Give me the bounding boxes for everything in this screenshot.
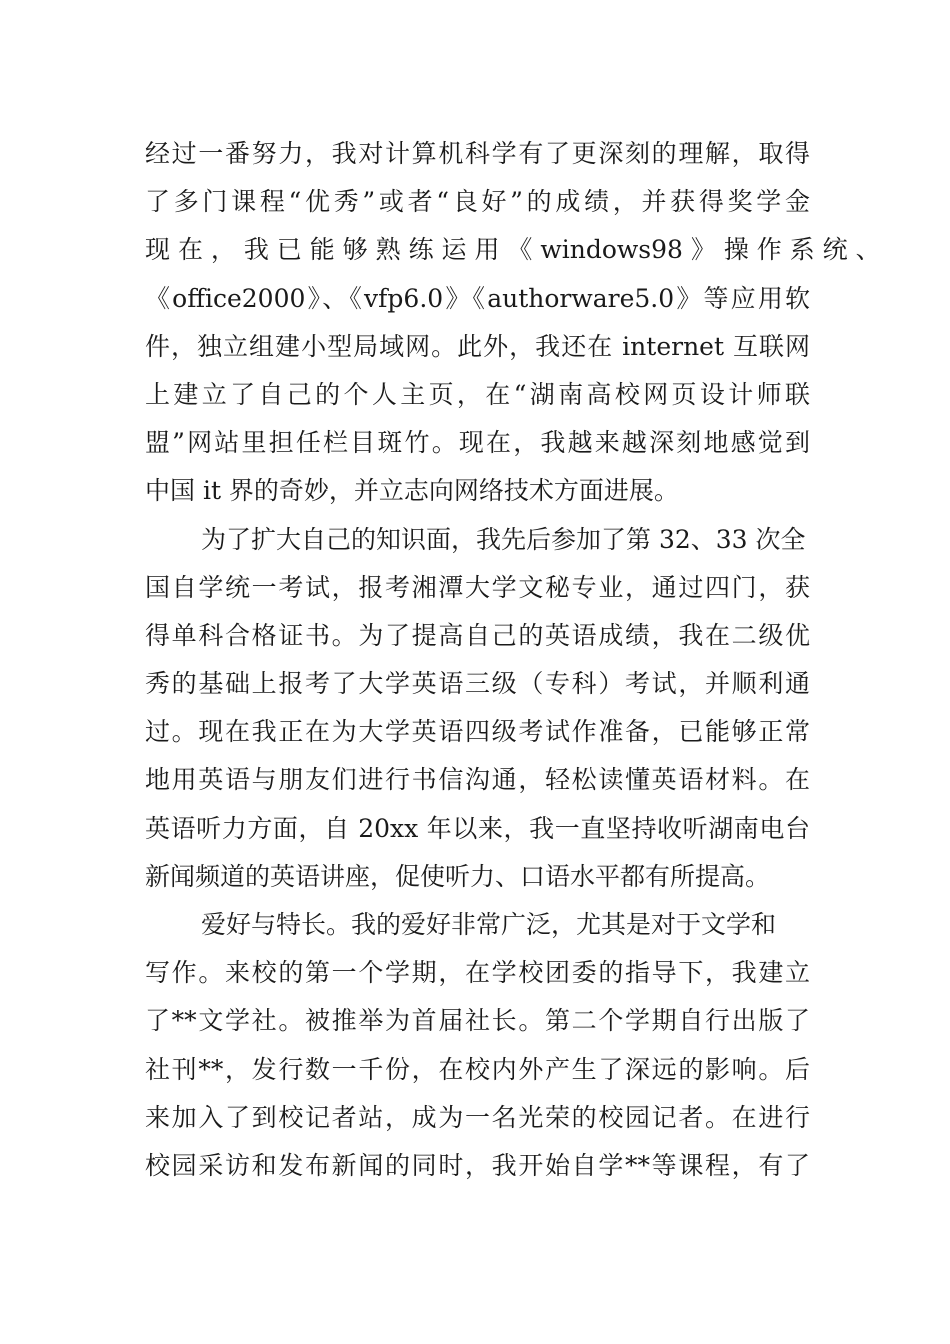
text-line: 写作。来校的第一个学期，在学校团委的指导下，我建立: [145, 958, 810, 988]
text-line: 经过一番努力，我对计算机科学有了更深刻的理解，取得: [145, 139, 810, 168]
text-line: 新闻频道的英语讲座，促使听力、口语水平都有所提高。: [145, 861, 771, 891]
text-line: 了多门课程“优秀”或者“良好”的成绩，并获得奖学金: [145, 187, 810, 217]
text-line: 地用英语与朋友们进行书信沟通，轻松读懂英语材料。在: [145, 765, 810, 795]
paragraph-1: [145, 130, 881, 516]
text-line: 过。现在我正在为大学英语四级考试作准备，已能够正常: [145, 717, 810, 747]
document-body: [145, 130, 881, 1190]
text-line: 盟”网站里担任栏目斑竹。现在，我越来越深刻地感觉到: [145, 428, 810, 458]
paragraph-2: [145, 516, 810, 902]
text-line: 爱好与特长。我的爱好非常广泛，尤其是对于文学和: [201, 910, 777, 939]
text-line: 社刊**，发行数一千份，在校内外产生了深远的影响。后: [145, 1054, 810, 1084]
text-line: 国自学统一考试，报考湘潭大学文秘专业，通过四门，获: [145, 572, 810, 602]
text-line: 上建立了自己的个人主页，在“湖南高校网页设计师联: [145, 379, 810, 409]
text-line: 来加入了到校记者站，成为一名光荣的校园记者。在进行: [145, 1102, 810, 1132]
paragraph-3: [145, 901, 810, 1190]
text-line: 秀的基础上报考了大学英语三级（专科）考试，并顺利通: [145, 669, 810, 699]
text-line: 《office2000》、《vfp6.0》《authorware5.0》等应用软: [145, 283, 810, 313]
text-line: 中国 it 界的奇妙，并立志向网络技术方面进展。: [145, 476, 679, 506]
text-line: 件，独立组建小型局域网。此外，我还在 internet 互联网: [145, 331, 810, 361]
text-line: 了**文学社。被推举为首届社长。第二个学期自行出版了: [145, 1006, 810, 1036]
text-line: 校园采访和发布新闻的同时，我开始自学**等课程，有了: [145, 1150, 810, 1180]
text-line: 为了扩大自己的知识面，我先后参加了第 32、33 次全: [201, 524, 806, 554]
text-line: 现 在 ， 我 已 能 够 熟 练 运 用 《 windows98 》 操 作 系 统 、: [145, 235, 881, 265]
text-line: 英语听力方面，自 20xx 年以来，我一直坚持收听湖南电台: [145, 813, 810, 843]
text-line: 得单科合格证书。为了提高自己的英语成绩，我在二级优: [145, 620, 810, 650]
